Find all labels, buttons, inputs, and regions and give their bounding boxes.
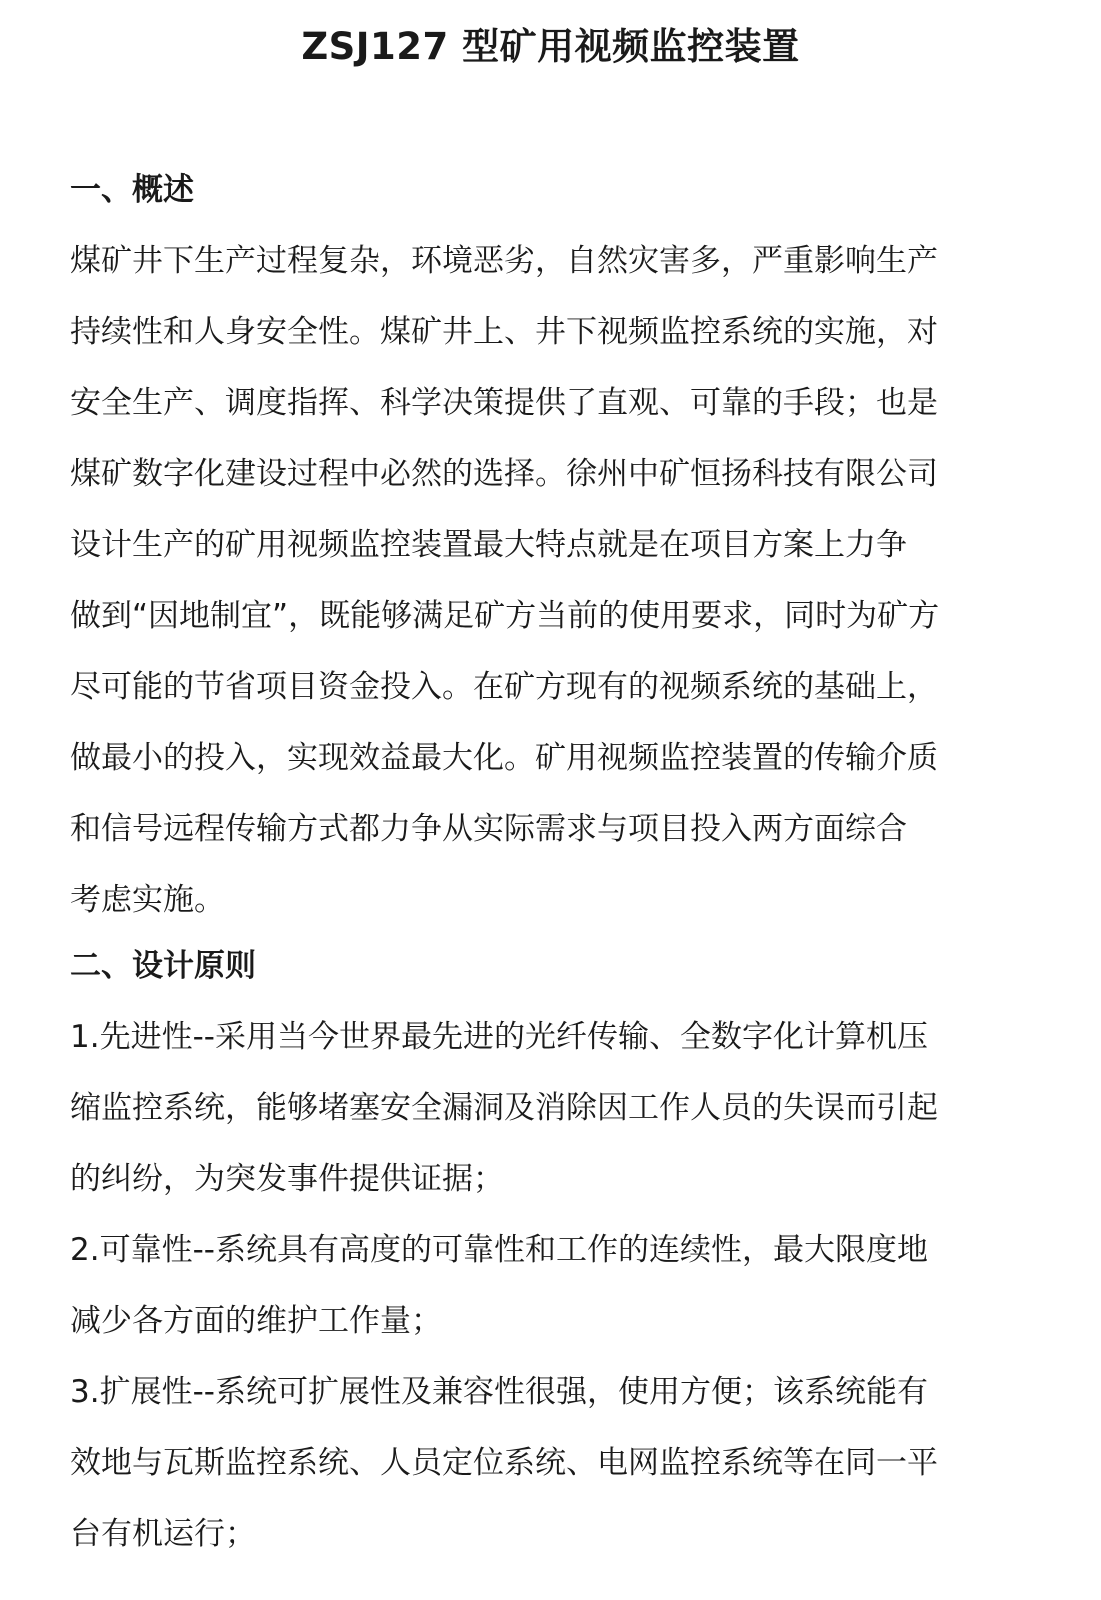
- paragraph-line: 做到“因地制宜”，既能够满足矿方当前的使用要求，同时为矿方: [70, 598, 940, 634]
- paragraph-line: 煤矿井下生产过程复杂，环境恶劣，自然灾害多，严重影响生产: [70, 243, 938, 279]
- principle-line: 1.先进性--采用当今世界最先进的光纤传输、全数字化计算机压: [70, 1019, 928, 1055]
- section-heading-overview: 一、概述: [70, 172, 194, 208]
- design-principles-list: [70, 1002, 1020, 1570]
- paragraph-line: 做最小的投入，实现效益最大化。矿用视频监控装置的传输介质: [70, 740, 938, 776]
- principle-line: 的纠纷，为突发事件提供证据；: [70, 1161, 504, 1197]
- document-body: [70, 160, 1020, 1570]
- principle-line: 缩监控系统，能够堵塞安全漏洞及消除因工作人员的失误而引起: [70, 1090, 938, 1126]
- principle-line: 减少各方面的维护工作量；: [70, 1303, 442, 1339]
- section-heading-design-principles: 二、设计原则: [70, 948, 256, 984]
- principle-line: 3.扩展性--系统可扩展性及兼容性很强，使用方便；该系统能有: [70, 1374, 928, 1410]
- document-title: ZSJ127 型矿用视频监控装置: [301, 25, 800, 68]
- principle-line: 台有机运行；: [70, 1516, 256, 1552]
- paragraph-line: 考虑实施。: [70, 882, 225, 918]
- paragraph-line: 煤矿数字化建设过程中必然的选择。徐州中矿恒扬科技有限公司: [70, 456, 938, 492]
- overview-paragraph: [70, 226, 1020, 936]
- paragraph-line: 持续性和人身安全性。煤矿井上、井下视频监控系统的实施，对: [70, 314, 938, 350]
- paragraph-line: 和信号远程传输方式都力争从实际需求与项目投入两方面综合: [70, 811, 907, 847]
- paragraph-line: 尽可能的节省项目资金投入。在矿方现有的视频系统的基础上，: [70, 669, 938, 705]
- paragraph-line: 安全生产、调度指挥、科学决策提供了直观、可靠的手段；也是: [70, 385, 938, 421]
- principle-line: 效地与瓦斯监控系统、人员定位系统、电网监控系统等在同一平: [70, 1445, 938, 1481]
- principle-line: 2.可靠性--系统具有高度的可靠性和工作的连续性，最大限度地: [70, 1232, 928, 1268]
- paragraph-line: 设计生产的矿用视频监控装置最大特点就是在项目方案上力争: [70, 527, 907, 563]
